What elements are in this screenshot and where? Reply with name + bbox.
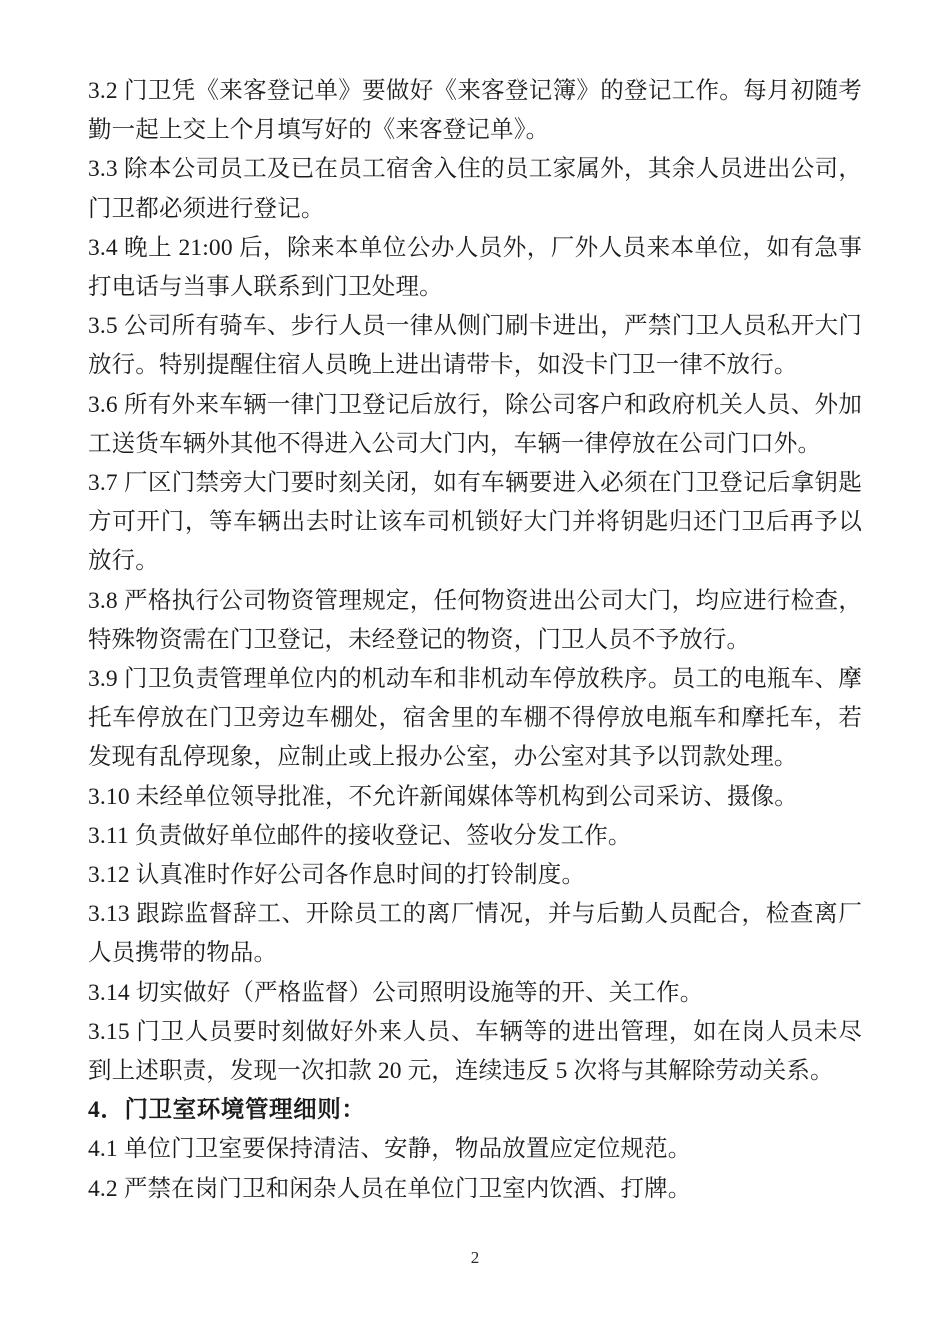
paragraph-3-10: 3.10 未经单位领导批准，不允许新闻媒体等机构到公司采访、摄像。: [88, 783, 798, 810]
paragraph-3-15: 3.15 门卫人员要时刻做好外来人员、车辆等的进出管理，如在岗人员未尽到上述职责，发现一次扣款 20 元，连续违反 5 次将与其解除劳动关系。: [88, 1018, 862, 1085]
paragraph-3-7: 3.7 厂区门禁旁大门要时刻关闭，如有车辆要进入必须在门卫登记后拿钥匙方可开门，等车辆出去时让该车司机锁好大门并将钥匙归还门卫后再予以放行。: [88, 470, 862, 575]
paragraph-3-5: 3.5 公司所有骑车、步行人员一律从侧门刷卡进出，严禁门卫人员私开大门放行。特别提醒住宿人员晚上进出请带卡，如没卡门卫一律不放行。: [88, 313, 862, 379]
paragraph-3-9: 3.9 门卫负责管理单位内的机动车和非机动车停放秩序。员工的电瓶车、摩托车停放在门卫旁边车棚处，宿舍里的车棚不得停放电瓶车和摩托车，若发现有乱停现象，应制止或上报办公室，办公室对其予以罚款处理。: [88, 666, 862, 771]
paragraph-3-11: 3.11 负责做好单位邮件的接收登记、签收分发工作。: [88, 822, 632, 849]
paragraph-3-14: 3.14 切实做好（严格监督）公司照明设施等的开、关工作。: [88, 979, 704, 1006]
paragraph-4-1: 4.1 单位门卫室要保持清洁、安静，物品放置应定位规范。: [88, 1136, 692, 1163]
paragraph-3-4: 3.4 晚上 21:00 后，除来本单位公办人员外，厂外人员来本单位，如有急事打电话与当事人联系到门卫处理。: [88, 234, 862, 301]
paragraph-3-13: 3.13 跟踪监督辞工、开除员工的离厂情况，并与后勤人员配合，检查离厂人员携带的物品。: [88, 901, 862, 967]
paragraph-4-2: 4.2 严禁在岗门卫和闲杂人员在单位门卫室内饮酒、打牌。: [88, 1175, 692, 1202]
section-heading-4: 4．门卫室环境管理细则：: [88, 1097, 366, 1124]
paragraph-3-3: 3.3 除本公司员工及已在员工宿舍入住的员工家属外，其余人员进出公司，门卫都必须进行登记。: [88, 156, 862, 222]
paragraph-3-8: 3.8 严格执行公司物资管理规定，任何物资进出公司大门，均应进行检查，特殊物资需在门卫登记，未经登记的物资，门卫人员不予放行。: [88, 587, 862, 653]
paragraph-3-12: 3.12 认真准时作好公司各作息时间的打铃制度。: [88, 862, 586, 889]
page-number: 2: [470, 1248, 480, 1267]
document-body: [88, 72, 862, 1209]
paragraph-3-6: 3.6 所有外来车辆一律门卫登记后放行，除公司客户和政府机关人员、外加工送货车辆外其他不得进入公司大门内，车辆一律停放在公司门口外。: [88, 391, 862, 457]
paragraph-3-2: 3.2 门卫凭《来客登记单》要做好《来客登记簿》的登记工作。每月初随考勤一起上交上个月填写好的《来客登记单》。: [88, 78, 862, 144]
